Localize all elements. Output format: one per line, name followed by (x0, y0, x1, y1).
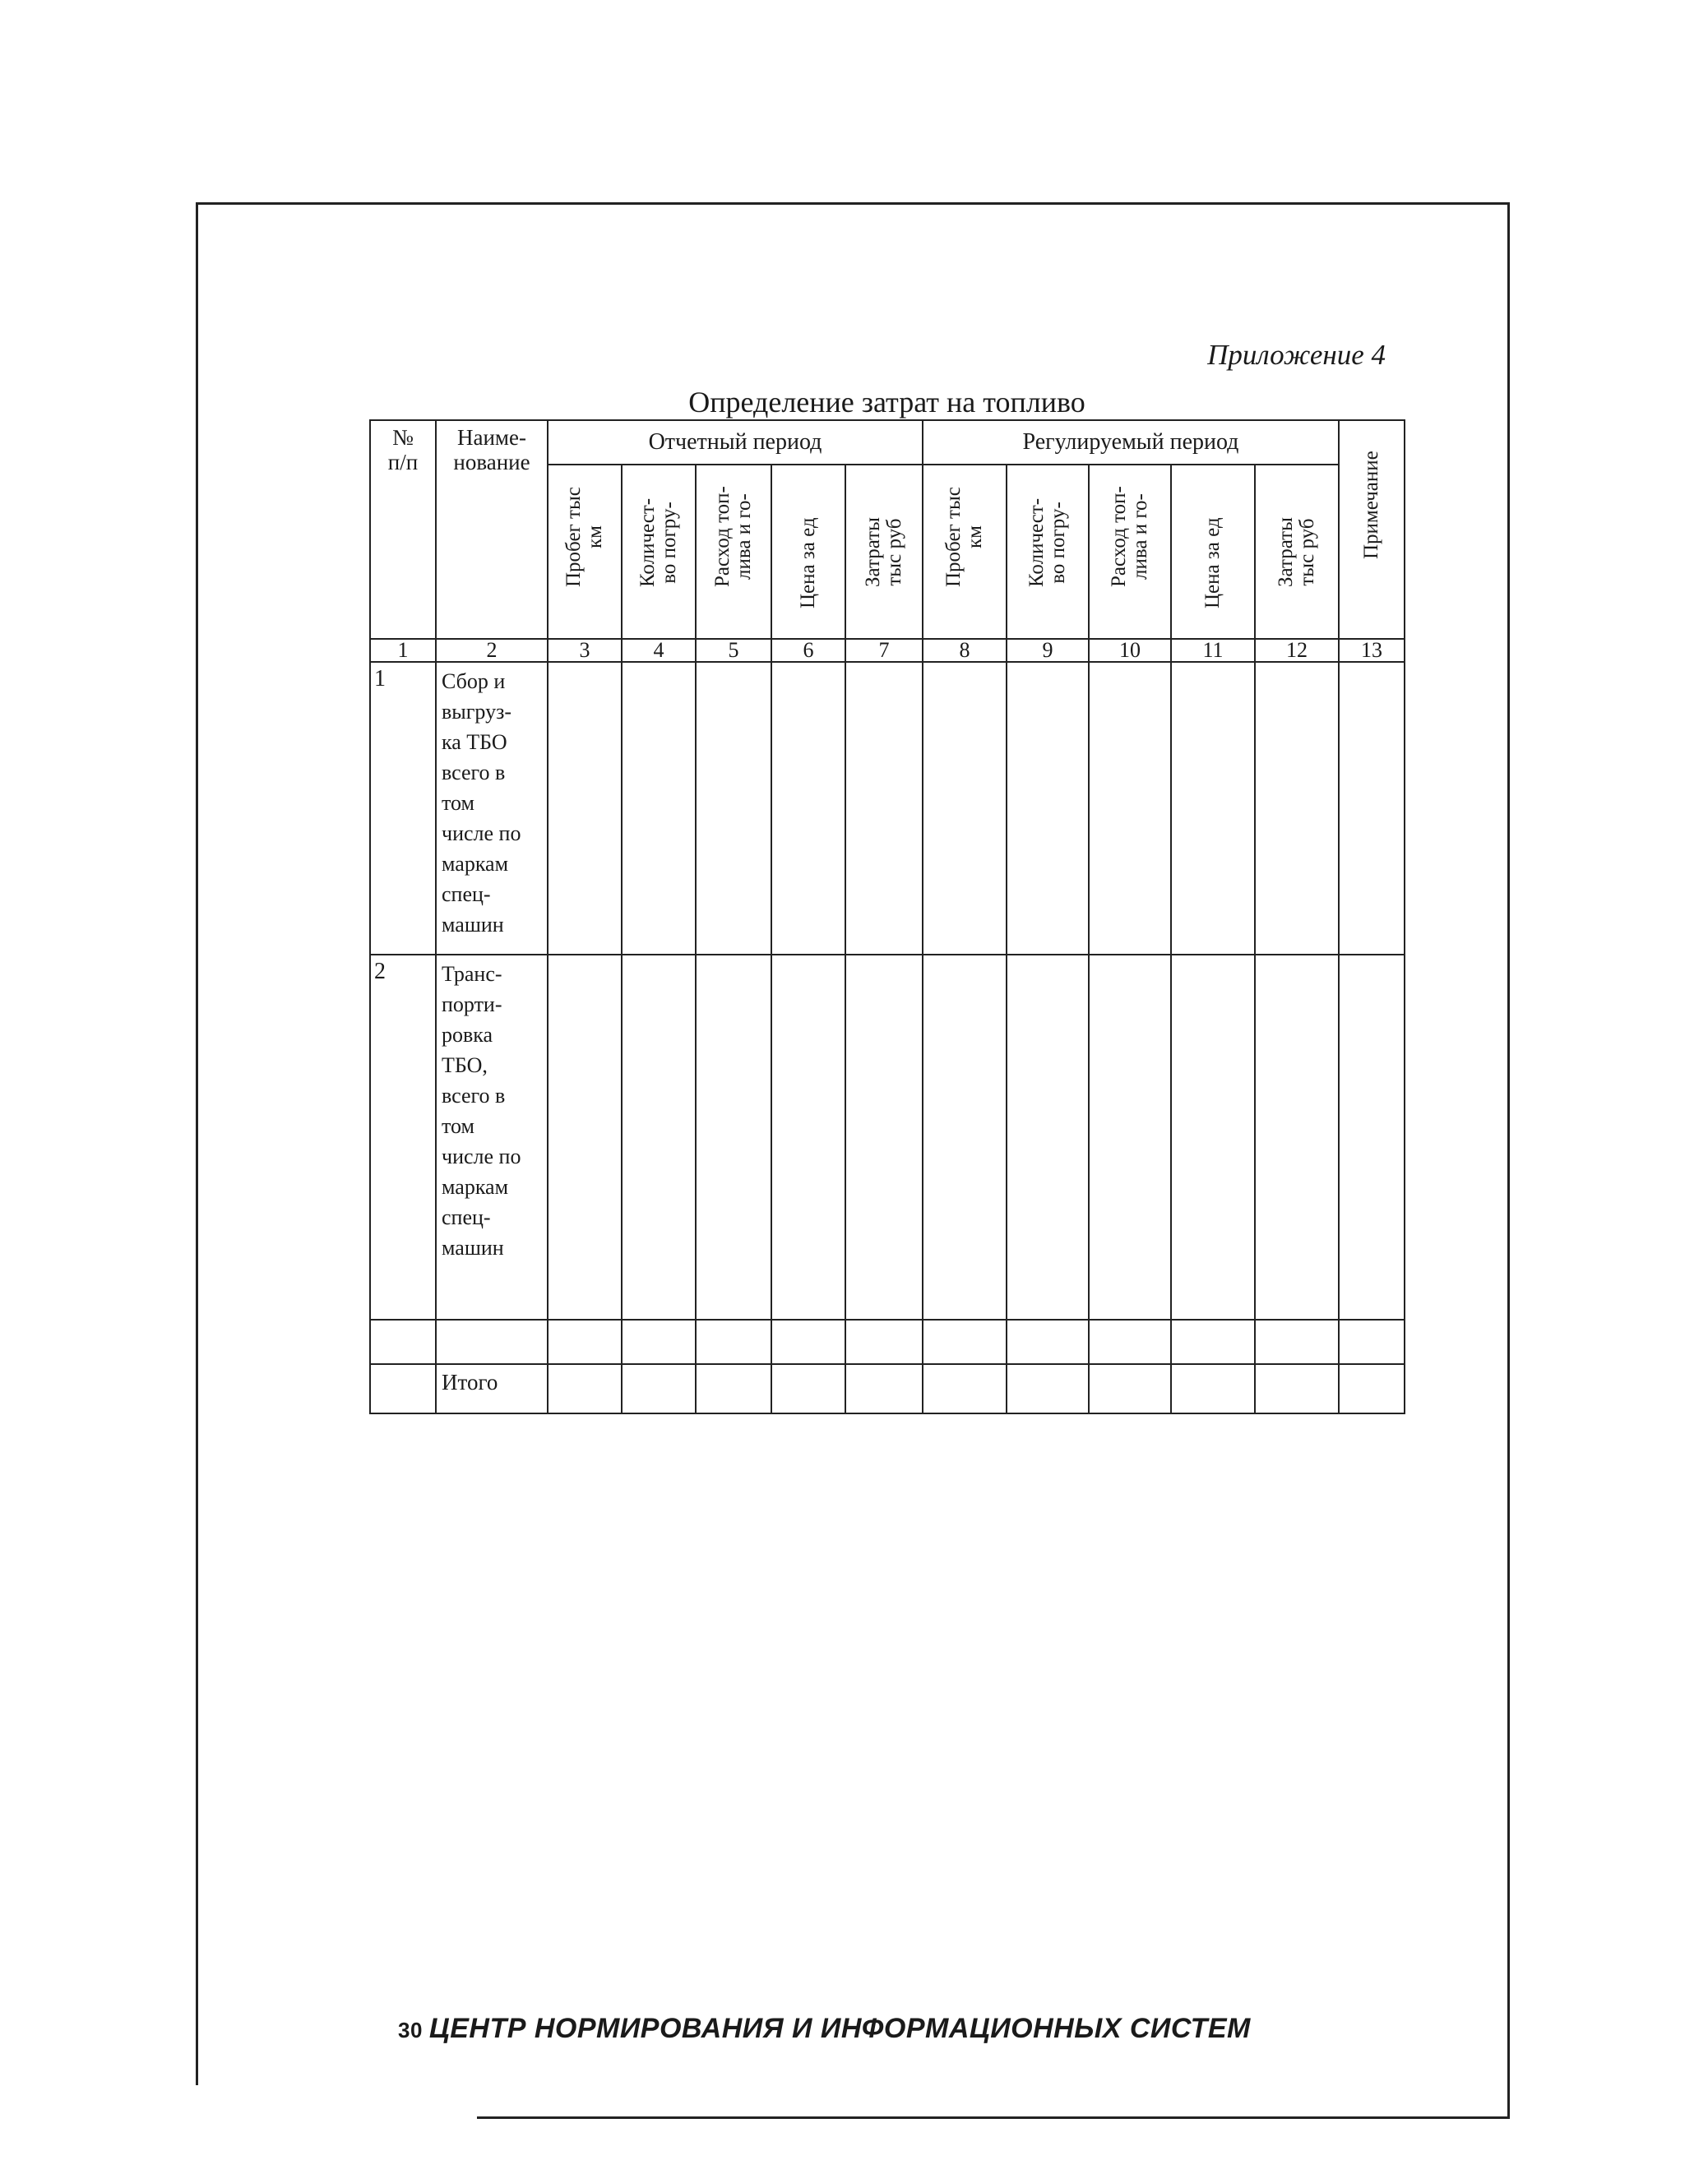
table-cell (1339, 1320, 1405, 1364)
subheader-2: Количест- во погру- (622, 465, 696, 639)
table-cell (923, 955, 1007, 1320)
table-cell (1255, 955, 1339, 1320)
table-cell (622, 1364, 696, 1413)
column-number: 4 (622, 639, 696, 662)
column-number: 9 (1007, 639, 1089, 662)
table-cell (370, 1364, 436, 1413)
page-title: Определение затрат на топливо (688, 386, 1085, 419)
table-cell (436, 1320, 548, 1364)
table-cell (548, 1320, 622, 1364)
table-cell (1171, 955, 1255, 1320)
table-cell (1171, 662, 1255, 955)
subheader-1: Пробег тыс км (548, 465, 622, 639)
page-number: 30 (398, 2018, 423, 2042)
table-row (370, 662, 1405, 955)
subheader-7: Количест- во погру- (1007, 465, 1089, 639)
table-cell (1171, 1364, 1255, 1413)
total-label: Итого (436, 1364, 548, 1413)
table-cell (622, 662, 696, 955)
table-row (370, 955, 1405, 1320)
table-cell (696, 955, 771, 1320)
table-cell (1007, 662, 1089, 955)
column-number: 10 (1089, 639, 1171, 662)
table-cell (1255, 1364, 1339, 1413)
table-cell (622, 1320, 696, 1364)
fuel-cost-table (369, 419, 1405, 1414)
subheader-4: Цена за ед (771, 465, 845, 639)
header-number: № п/п (370, 420, 436, 639)
table-row-total (370, 1364, 1405, 1413)
row-name: Сбор и выгруз- ка ТБО всего в том числе по маркам спец- машин (436, 662, 548, 955)
footer-org: ЦЕНТР НОРМИРОВАНИЯ И ИНФОРМАЦИОННЫХ СИСТЕМ (428, 2013, 1251, 2044)
row-number: 2 (370, 955, 436, 1320)
page-frame-bottom (477, 2116, 1510, 2119)
header-group-regulated: Регулируемый период (923, 420, 1339, 465)
column-number: 3 (548, 639, 622, 662)
column-number: 5 (696, 639, 771, 662)
table-cell (771, 955, 845, 1320)
subheader-9: Цена за ед (1171, 465, 1255, 639)
table-cell (1255, 1320, 1339, 1364)
table-cell (1089, 955, 1171, 1320)
table-cell (845, 955, 923, 1320)
column-number: 7 (845, 639, 923, 662)
row-number: 1 (370, 662, 436, 955)
subheader-3: Расход топ- лива и го- (696, 465, 771, 639)
table-cell (548, 1364, 622, 1413)
column-number: 6 (771, 639, 845, 662)
table-cell (1007, 1320, 1089, 1364)
table-cell (1089, 1320, 1171, 1364)
subheader-10: Затраты тыс руб (1255, 465, 1339, 639)
table-cell (1171, 1320, 1255, 1364)
table-cell (1339, 955, 1405, 1320)
column-number: 13 (1339, 639, 1405, 662)
page-footer (398, 2013, 1251, 2045)
table-cell (696, 1364, 771, 1413)
table-cell (923, 1364, 1007, 1413)
table-cell (1089, 662, 1171, 955)
page-frame-right (1507, 202, 1510, 2118)
table-cell (845, 1364, 923, 1413)
table-cell (370, 1320, 436, 1364)
appendix-label: Приложение 4 (1207, 339, 1386, 371)
table-cell (1007, 1364, 1089, 1413)
header-group-reporting: Отчетный период (548, 420, 923, 465)
table-cell (771, 1364, 845, 1413)
page-frame-left (196, 202, 198, 2085)
column-number: 8 (923, 639, 1007, 662)
table-cell (1339, 1364, 1405, 1413)
table-cell (548, 662, 622, 955)
table-cell (845, 662, 923, 955)
column-number: 1 (370, 639, 436, 662)
subheader-5: Затраты тыс руб (845, 465, 923, 639)
table-cell (548, 955, 622, 1320)
row-name: Транс- порти- ровка ТБО, всего в том числе по маркам спец- машин (436, 955, 548, 1320)
table-cell (771, 1320, 845, 1364)
column-number: 11 (1171, 639, 1255, 662)
table-cell (845, 1320, 923, 1364)
table-row-empty (370, 1320, 1405, 1364)
column-number: 2 (436, 639, 548, 662)
table-cell (923, 662, 1007, 955)
table-cell (1089, 1364, 1171, 1413)
column-number-row (370, 639, 1405, 662)
table-cell (622, 955, 696, 1320)
table-cell (696, 662, 771, 955)
header-note: Примечание (1339, 420, 1405, 639)
subheader-6: Пробег тыс км (923, 465, 1007, 639)
subheader-8: Расход топ- лива и го- (1089, 465, 1171, 639)
column-number: 12 (1255, 639, 1339, 662)
table-cell (923, 1320, 1007, 1364)
table-cell (771, 662, 845, 955)
table-cell (696, 1320, 771, 1364)
page-frame-top (196, 202, 1510, 205)
table-cell (1255, 662, 1339, 955)
table-cell (1007, 955, 1089, 1320)
table-cell (1339, 662, 1405, 955)
header-name: Наиме- нование (436, 420, 548, 639)
